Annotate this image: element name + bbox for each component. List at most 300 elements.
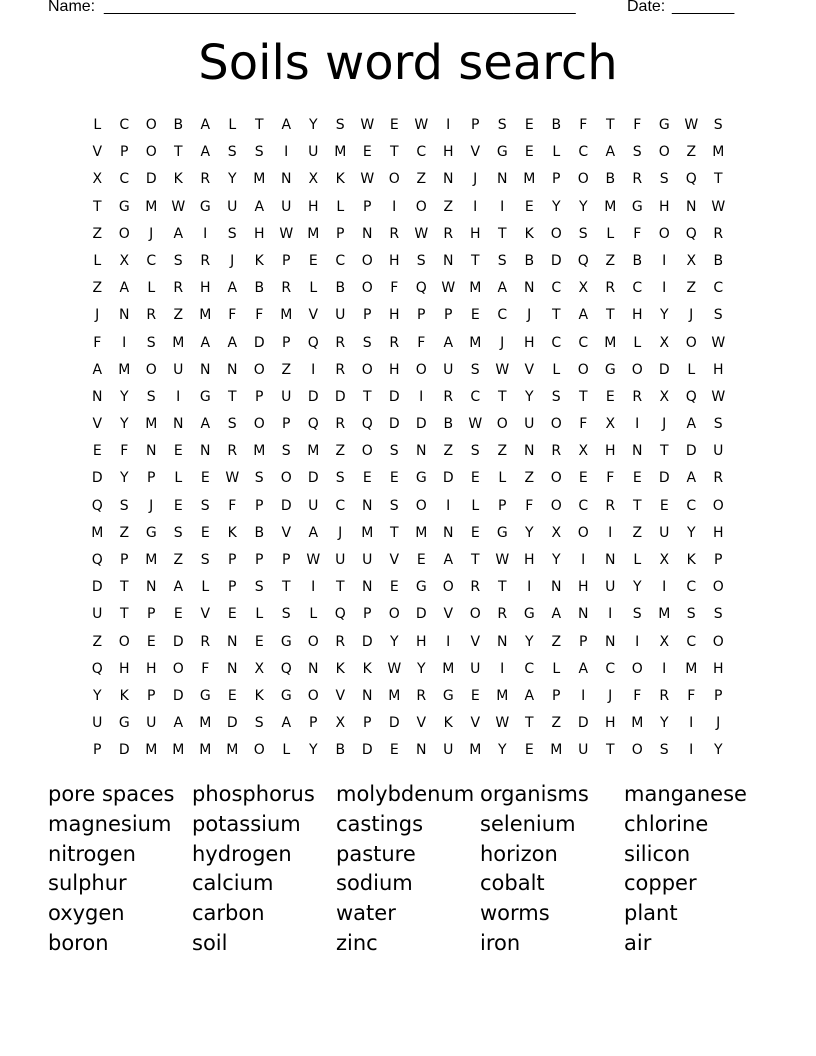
grid-letter[interactable]: R <box>713 225 724 242</box>
grid-letter[interactable]: Z <box>92 633 103 650</box>
grid-letter[interactable]: S <box>470 361 481 378</box>
grid-letter[interactable]: P <box>552 171 561 188</box>
grid-letter[interactable]: E <box>578 470 589 487</box>
grid-letter[interactable]: V <box>470 715 481 732</box>
grid-letter[interactable]: N <box>200 361 211 378</box>
grid-letter[interactable]: W <box>414 117 429 133</box>
grid-letter[interactable]: K <box>443 715 454 732</box>
grid-letter[interactable]: B <box>551 117 562 133</box>
grid-letter[interactable]: L <box>552 361 561 378</box>
grid-letter[interactable]: S <box>146 334 157 351</box>
grid-letter[interactable]: O <box>361 280 374 297</box>
grid-letter[interactable]: E <box>200 524 211 541</box>
grid-letter[interactable]: M <box>361 524 374 541</box>
grid-letter[interactable]: M <box>334 144 347 161</box>
grid-letter[interactable]: M <box>388 687 401 704</box>
grid-letter[interactable]: N <box>227 633 238 650</box>
grid-letter[interactable]: T <box>659 443 670 460</box>
grid-letter[interactable]: R <box>659 687 670 704</box>
grid-letter[interactable]: K <box>335 660 346 677</box>
grid-letter[interactable]: H <box>388 361 401 378</box>
grid-letter[interactable]: M <box>712 144 725 161</box>
grid-letter[interactable]: G <box>415 470 428 487</box>
grid-letter[interactable]: P <box>363 715 372 732</box>
grid-letter[interactable]: O <box>415 497 428 514</box>
grid-letter[interactable]: U <box>308 144 319 161</box>
grid-letter[interactable]: L <box>552 660 561 677</box>
grid-letter[interactable]: H <box>604 443 617 460</box>
grid-letter[interactable]: C <box>578 144 589 161</box>
grid-letter[interactable]: T <box>92 198 103 215</box>
grid-letter[interactable]: O <box>388 171 401 188</box>
grid-letter[interactable]: S <box>254 144 265 161</box>
grid-letter[interactable]: S <box>254 579 265 596</box>
grid-letter[interactable]: S <box>227 416 238 433</box>
grid-letter[interactable]: U <box>227 198 238 215</box>
grid-letter[interactable]: I <box>635 633 640 650</box>
grid-letter[interactable]: J <box>500 334 505 351</box>
grid-letter[interactable]: D <box>226 715 239 732</box>
grid-letter[interactable]: M <box>469 280 482 297</box>
grid-letter[interactable]: Y <box>308 742 319 759</box>
grid-letter[interactable]: A <box>200 416 211 433</box>
grid-letter[interactable]: D <box>658 361 671 378</box>
grid-letter[interactable]: I <box>608 524 613 541</box>
grid-letter[interactable]: Q <box>415 280 428 297</box>
grid-letter[interactable]: T <box>524 715 535 732</box>
grid-letter[interactable]: A <box>254 198 265 215</box>
grid-letter[interactable]: F <box>579 117 588 133</box>
grid-letter[interactable]: X <box>254 660 265 677</box>
grid-letter[interactable]: R <box>389 334 400 351</box>
grid-letter[interactable]: O <box>550 470 563 487</box>
grid-letter[interactable]: K <box>173 171 184 188</box>
grid-letter[interactable]: I <box>284 144 289 161</box>
grid-letter[interactable]: X <box>659 334 670 351</box>
grid-letter[interactable]: Z <box>335 443 346 460</box>
grid-letter[interactable]: V <box>443 606 454 623</box>
grid-letter[interactable]: S <box>713 117 724 133</box>
grid-letter[interactable]: N <box>362 225 373 242</box>
grid-letter[interactable]: P <box>282 252 291 269</box>
grid-letter[interactable]: O <box>658 225 671 242</box>
grid-letter[interactable]: W <box>441 280 456 297</box>
grid-letter[interactable]: T <box>227 388 238 405</box>
grid-letter[interactable]: D <box>415 416 428 433</box>
grid-letter[interactable]: I <box>500 660 505 677</box>
grid-letter[interactable]: A <box>173 225 184 242</box>
grid-letter[interactable]: D <box>253 334 266 351</box>
grid-letter[interactable]: J <box>608 687 613 704</box>
grid-letter[interactable]: T <box>470 252 481 269</box>
grid-letter[interactable]: B <box>254 524 265 541</box>
grid-letter[interactable]: A <box>173 715 184 732</box>
grid-letter[interactable]: A <box>578 660 589 677</box>
grid-letter[interactable]: O <box>388 606 401 623</box>
grid-letter[interactable]: R <box>551 443 562 460</box>
grid-letter[interactable]: N <box>443 524 454 541</box>
grid-letter[interactable]: W <box>495 715 510 732</box>
grid-letter[interactable]: O <box>550 497 563 514</box>
grid-letter[interactable]: A <box>227 280 238 297</box>
grid-letter[interactable]: D <box>685 443 698 460</box>
grid-letter[interactable]: B <box>335 742 346 759</box>
grid-letter[interactable]: T <box>173 144 184 161</box>
grid-letter[interactable]: Q <box>334 606 347 623</box>
grid-letter[interactable]: N <box>92 388 103 405</box>
grid-letter[interactable]: C <box>119 171 130 188</box>
grid-letter[interactable]: Q <box>91 497 104 514</box>
grid-letter[interactable]: L <box>282 742 291 759</box>
grid-letter[interactable]: V <box>389 552 400 568</box>
grid-letter[interactable]: B <box>605 171 616 188</box>
grid-letter[interactable]: O <box>253 361 266 378</box>
grid-letter[interactable]: L <box>606 225 615 242</box>
grid-letter[interactable]: E <box>173 443 184 460</box>
grid-letter[interactable]: I <box>311 361 316 378</box>
grid-letter[interactable]: O <box>118 225 131 242</box>
grid-letter[interactable]: U <box>335 307 346 324</box>
grid-letter[interactable]: G <box>118 715 131 732</box>
grid-letter[interactable]: N <box>362 579 373 596</box>
grid-letter[interactable]: I <box>311 579 316 596</box>
grid-letter[interactable]: G <box>496 524 509 541</box>
grid-letter[interactable]: S <box>227 144 238 161</box>
grid-letter[interactable]: H <box>712 524 725 541</box>
grid-letter[interactable]: Z <box>497 443 508 460</box>
grid-letter[interactable]: T <box>389 144 400 161</box>
grid-letter[interactable]: D <box>388 388 401 405</box>
grid-letter[interactable]: X <box>578 280 589 297</box>
grid-letter[interactable]: S <box>389 497 400 514</box>
grid-letter[interactable]: S <box>578 225 589 242</box>
grid-letter[interactable]: G <box>118 198 131 215</box>
grid-letter[interactable]: W <box>711 334 726 351</box>
grid-letter[interactable]: A <box>443 552 454 568</box>
grid-letter[interactable]: D <box>361 742 374 759</box>
grid-letter[interactable]: F <box>93 334 102 351</box>
grid-letter[interactable]: O <box>253 416 266 433</box>
grid-letter[interactable]: F <box>228 497 237 514</box>
grid-letter[interactable]: J <box>149 225 154 242</box>
grid-letter[interactable]: H <box>658 198 671 215</box>
grid-letter[interactable]: Z <box>173 552 184 568</box>
grid-letter[interactable]: R <box>335 416 346 433</box>
grid-letter[interactable]: I <box>689 742 694 759</box>
grid-letter[interactable]: Y <box>308 117 319 133</box>
grid-letter[interactable]: O <box>712 497 725 514</box>
grid-letter[interactable]: A <box>173 579 184 596</box>
grid-letter[interactable]: V <box>416 715 427 732</box>
grid-letter[interactable]: H <box>712 660 725 677</box>
grid-letter[interactable]: O <box>361 443 374 460</box>
grid-letter[interactable]: H <box>307 198 320 215</box>
grid-letter[interactable]: M <box>469 742 482 759</box>
grid-letter[interactable]: X <box>578 443 589 460</box>
grid-letter[interactable]: R <box>200 633 211 650</box>
grid-letter[interactable]: D <box>415 606 428 623</box>
grid-letter[interactable]: N <box>443 252 454 269</box>
grid-letter[interactable]: F <box>390 280 399 297</box>
grid-letter[interactable]: C <box>497 307 508 324</box>
grid-letter[interactable]: Y <box>524 388 535 405</box>
grid-letter[interactable]: P <box>255 552 264 568</box>
grid-letter[interactable]: O <box>712 633 725 650</box>
grid-letter[interactable]: T <box>470 552 481 568</box>
grid-letter[interactable]: H <box>469 225 482 242</box>
grid-letter[interactable]: Q <box>91 660 104 677</box>
grid-letter[interactable]: T <box>605 117 616 133</box>
grid-letter[interactable]: Z <box>443 443 454 460</box>
grid-letter[interactable]: A <box>119 280 130 297</box>
grid-letter[interactable]: L <box>201 579 210 596</box>
grid-letter[interactable]: N <box>200 443 211 460</box>
grid-letter[interactable]: E <box>659 497 670 514</box>
grid-letter[interactable]: N <box>524 443 535 460</box>
grid-letter[interactable]: S <box>227 225 238 242</box>
grid-letter[interactable]: G <box>199 198 212 215</box>
grid-letter[interactable]: L <box>498 470 507 487</box>
grid-letter[interactable]: M <box>118 361 131 378</box>
grid-letter[interactable]: A <box>281 715 292 732</box>
grid-letter[interactable]: A <box>308 524 319 541</box>
grid-letter[interactable]: Y <box>416 660 427 677</box>
grid-letter[interactable]: V <box>92 416 103 433</box>
grid-letter[interactable]: S <box>659 742 670 759</box>
grid-letter[interactable]: T <box>578 388 589 405</box>
grid-letter[interactable]: C <box>524 660 535 677</box>
grid-letter[interactable]: D <box>550 252 563 269</box>
grid-letter[interactable]: H <box>712 361 725 378</box>
grid-letter[interactable]: S <box>632 606 643 623</box>
grid-letter[interactable]: D <box>307 388 320 405</box>
grid-letter[interactable]: P <box>309 715 318 732</box>
grid-letter[interactable]: P <box>228 552 237 568</box>
grid-letter[interactable]: H <box>604 715 617 732</box>
grid-letter[interactable]: Y <box>686 524 697 541</box>
grid-letter[interactable]: L <box>552 144 561 161</box>
grid-letter[interactable]: S <box>497 117 508 133</box>
grid-letter[interactable]: H <box>442 144 455 161</box>
grid-letter[interactable]: G <box>523 606 536 623</box>
grid-letter[interactable]: C <box>416 144 427 161</box>
grid-letter[interactable]: T <box>713 171 724 188</box>
grid-letter[interactable]: F <box>525 497 534 514</box>
grid-letter[interactable]: E <box>146 633 157 650</box>
grid-letter[interactable]: W <box>711 388 726 405</box>
grid-letter[interactable]: P <box>363 307 372 324</box>
grid-letter[interactable]: P <box>417 307 426 324</box>
grid-letter[interactable]: P <box>444 307 453 324</box>
grid-letter[interactable]: M <box>199 715 212 732</box>
grid-letter[interactable]: N <box>605 552 616 568</box>
grid-letter[interactable]: Y <box>524 524 535 541</box>
grid-letter[interactable]: Y <box>227 171 238 188</box>
grid-letter[interactable]: T <box>551 307 562 324</box>
grid-letter[interactable]: L <box>471 497 480 514</box>
grid-letter[interactable]: D <box>172 633 185 650</box>
grid-letter[interactable]: A <box>524 687 535 704</box>
grid-letter[interactable]: O <box>145 144 158 161</box>
grid-letter[interactable]: S <box>146 388 157 405</box>
grid-letter[interactable]: A <box>443 334 454 351</box>
grid-letter[interactable]: V <box>470 144 481 161</box>
grid-letter[interactable]: D <box>361 633 374 650</box>
grid-letter[interactable]: H <box>577 579 590 596</box>
grid-letter[interactable]: V <box>92 144 103 161</box>
grid-letter[interactable]: C <box>335 497 346 514</box>
grid-letter[interactable]: W <box>279 225 294 242</box>
grid-letter[interactable]: K <box>686 552 697 568</box>
grid-letter[interactable]: A <box>497 280 508 297</box>
grid-letter[interactable]: M <box>199 307 212 324</box>
grid-letter[interactable]: M <box>307 225 320 242</box>
grid-letter[interactable]: P <box>552 687 561 704</box>
grid-letter[interactable]: F <box>633 225 642 242</box>
grid-letter[interactable]: N <box>632 443 643 460</box>
grid-letter[interactable]: E <box>632 470 643 487</box>
grid-letter[interactable]: T <box>605 742 616 759</box>
grid-letter[interactable]: T <box>497 225 508 242</box>
grid-letter[interactable]: U <box>713 443 724 460</box>
grid-letter[interactable]: M <box>658 606 671 623</box>
grid-letter[interactable]: Y <box>389 633 400 650</box>
grid-letter[interactable]: C <box>686 633 697 650</box>
grid-letter[interactable]: C <box>686 579 697 596</box>
grid-letter[interactable]: O <box>253 742 266 759</box>
grid-letter[interactable]: J <box>662 416 667 433</box>
grid-letter[interactable]: I <box>527 579 532 596</box>
grid-letter[interactable]: J <box>527 307 532 324</box>
grid-letter[interactable]: X <box>659 633 670 650</box>
grid-letter[interactable]: R <box>497 606 508 623</box>
grid-letter[interactable]: W <box>360 117 375 133</box>
grid-letter[interactable]: D <box>172 687 185 704</box>
grid-letter[interactable]: E <box>200 470 211 487</box>
grid-letter[interactable]: E <box>470 307 481 324</box>
grid-letter[interactable]: M <box>199 742 212 759</box>
grid-letter[interactable]: P <box>282 416 291 433</box>
grid-letter[interactable]: U <box>173 361 184 378</box>
grid-letter[interactable]: M <box>253 171 266 188</box>
grid-letter[interactable]: Q <box>685 388 698 405</box>
grid-letter[interactable]: W <box>306 552 321 568</box>
grid-letter[interactable]: J <box>230 252 235 269</box>
grid-letter[interactable]: Y <box>119 470 130 487</box>
grid-letter[interactable]: Y <box>632 579 643 596</box>
grid-letter[interactable]: M <box>145 198 158 215</box>
grid-letter[interactable]: E <box>389 742 400 759</box>
grid-letter[interactable]: R <box>281 280 292 297</box>
grid-letter[interactable]: S <box>713 606 724 623</box>
grid-letter[interactable]: C <box>578 334 589 351</box>
grid-letter[interactable]: E <box>227 606 238 623</box>
grid-letter[interactable]: O <box>145 117 158 133</box>
grid-letter[interactable]: G <box>442 687 455 704</box>
grid-letter[interactable]: U <box>281 198 292 215</box>
grid-letter[interactable]: E <box>470 524 481 541</box>
grid-letter[interactable]: E <box>389 117 400 133</box>
grid-letter[interactable]: E <box>308 252 319 269</box>
grid-letter[interactable]: G <box>415 579 428 596</box>
grid-letter[interactable]: O <box>118 633 131 650</box>
grid-letter[interactable]: E <box>389 579 400 596</box>
grid-letter[interactable]: O <box>307 687 320 704</box>
grid-letter[interactable]: M <box>307 443 320 460</box>
grid-letter[interactable]: D <box>442 470 455 487</box>
grid-letter[interactable]: O <box>361 252 374 269</box>
grid-letter[interactable]: O <box>361 361 374 378</box>
grid-letter[interactable]: Q <box>307 334 320 351</box>
grid-letter[interactable]: Y <box>119 416 130 433</box>
grid-letter[interactable]: U <box>92 715 103 732</box>
grid-letter[interactable]: Z <box>173 307 184 324</box>
grid-letter[interactable]: D <box>334 388 347 405</box>
name-line[interactable]: _____________________________________________________ <box>104 0 576 15</box>
grid-letter[interactable]: K <box>362 660 373 677</box>
grid-letter[interactable]: T <box>119 579 130 596</box>
grid-letter[interactable]: S <box>470 443 481 460</box>
grid-letter[interactable]: U <box>146 715 157 732</box>
grid-letter[interactable]: U <box>470 660 481 677</box>
grid-letter[interactable]: Z <box>551 715 562 732</box>
grid-letter[interactable]: R <box>605 497 616 514</box>
grid-letter[interactable]: E <box>92 443 103 460</box>
grid-letter[interactable]: H <box>415 633 428 650</box>
grid-letter[interactable]: K <box>119 687 130 704</box>
grid-letter[interactable]: V <box>281 524 292 541</box>
grid-letter[interactable]: S <box>497 252 508 269</box>
grid-letter[interactable]: H <box>523 552 536 568</box>
grid-letter[interactable]: M <box>91 524 104 541</box>
grid-letter[interactable]: B <box>713 252 724 269</box>
grid-letter[interactable]: N <box>686 198 697 215</box>
grid-letter[interactable]: O <box>145 361 158 378</box>
grid-letter[interactable]: X <box>686 252 697 269</box>
grid-letter[interactable]: H <box>631 307 644 324</box>
grid-letter[interactable]: Q <box>685 171 698 188</box>
grid-letter[interactable]: G <box>280 687 293 704</box>
grid-letter[interactable]: R <box>335 334 346 351</box>
grid-letter[interactable]: W <box>468 416 483 433</box>
grid-letter[interactable]: S <box>362 334 373 351</box>
grid-letter[interactable]: F <box>633 687 642 704</box>
grid-letter[interactable]: O <box>631 361 644 378</box>
grid-letter[interactable]: M <box>172 334 185 351</box>
grid-letter[interactable]: B <box>173 117 184 133</box>
grid-letter[interactable]: Y <box>119 388 130 405</box>
grid-letter[interactable]: S <box>281 606 292 623</box>
grid-letter[interactable]: X <box>335 715 346 732</box>
grid-letter[interactable]: S <box>335 117 346 133</box>
grid-letter[interactable]: I <box>446 497 451 514</box>
grid-letter[interactable]: M <box>523 171 536 188</box>
grid-letter[interactable]: P <box>282 552 291 568</box>
grid-letter[interactable]: U <box>524 416 535 433</box>
grid-letter[interactable]: R <box>200 171 211 188</box>
grid-letter[interactable]: U <box>92 606 103 623</box>
grid-letter[interactable]: M <box>631 715 644 732</box>
grid-letter[interactable]: A <box>605 144 616 161</box>
grid-letter[interactable]: Q <box>307 416 320 433</box>
grid-letter[interactable]: S <box>551 388 562 405</box>
grid-letter[interactable]: S <box>686 606 697 623</box>
grid-letter[interactable]: N <box>416 443 427 460</box>
grid-letter[interactable]: R <box>335 633 346 650</box>
grid-letter[interactable]: W <box>414 225 429 242</box>
grid-letter[interactable]: P <box>714 687 723 704</box>
grid-letter[interactable]: P <box>471 117 480 133</box>
